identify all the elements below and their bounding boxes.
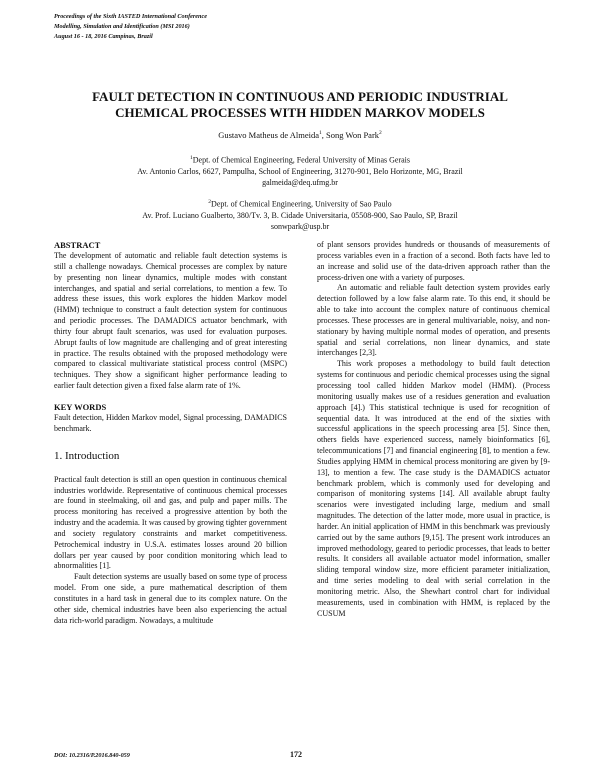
affiliation-2-dept: $^2$Dept. of Chemical Engineering, University of Sao Paulo xyxy=(208,199,392,209)
affiliation-1-dept: $^1$Dept. of Chemical Engineering, Federal University of Minas Gerais xyxy=(189,155,411,165)
affiliation-2-address: Av. Prof. Luciano Gualberto, 380/Tv. 3, B. Cidade Universitaria, 05508-900, Sao Paulo, SP, Brazil xyxy=(142,210,458,220)
affiliation-2 xyxy=(40,197,560,232)
author-1: Gustavo Matheus de Almeida xyxy=(218,130,320,140)
keywords-text: Fault detection, Hidden Markov model, Signal processing, DAMADICS benchmark. xyxy=(54,412,287,433)
affiliation-1-mark: 1 xyxy=(189,155,193,161)
affiliation-1 xyxy=(40,153,560,188)
abstract-text: The development of automatic and reliable fault detection systems is still a challenge nowadays. Chemical processes are complex by nature by presenting non linear dynamics, multiple modes with constant interchanges, and spatial and serial correlations, to mention a few. To address these issues, this work explores the hidden Markov model (HMM) technique to construct a fault detection system for continuous and periodic processes. The DAMADICS actuator benchmark, with thirty four abrupt fault scenarios, was used for evaluation purposes. Abrupt faults of low magnitude are challenging and of great interesting in practice. The results obtained with the proposed methodology were compared to classical multivariate statistical process control (MSPC) techniques. They show a significant higher performance leading to earlier fault detection given a fixed false alarm rate of 1%. xyxy=(54,251,287,391)
right-paragraph-1: An automatic and reliable fault detection system provides early detection followed by a low false alarm rate. To this end, it should be able to take into account the complex nature of continuous chemical processes. These processes are in general multivariable, noisy, and non-stationary by having multiple normal modes of operation, and presents spatial and serial correlations, non linear dynamics, and state interchanges [2,3]. xyxy=(317,283,550,358)
affiliation-1-address: Av. Antonio Carlos, 6627, Pampulha, School of Engineering, 31270-901, Belo Horizonte, MG, Brazil xyxy=(137,166,463,176)
intro-paragraph-2: Fault detection systems are usually based on some type of process model. From one side, a pure mathematical description of them constitutes in a hard task in general due to its complex nature. On the other side, chemical industries have been also experiencing the actual data rich-world paradigm. Nowadays, a multitude xyxy=(54,572,287,625)
title-line-2: CHEMICAL PROCESSES WITH HIDDEN MARKOV MODELS xyxy=(115,105,485,120)
page-number: 172 xyxy=(290,750,302,759)
conference-subtitle: Modelling, Simulation and Identification (MSI 2016) xyxy=(54,23,190,30)
author-2: Song Won Park xyxy=(326,130,380,140)
conference-header xyxy=(54,12,207,42)
author-1-affiliation-mark: 1 xyxy=(319,130,322,137)
keywords-heading: KEY WORDS xyxy=(54,401,107,412)
conference-name: Proceedings of the Sixth IASTED International Conference xyxy=(54,13,207,20)
affiliation-1-email: galmeida@deq.ufmg.br xyxy=(262,177,338,187)
affiliation-2-mark: 2 xyxy=(208,199,212,205)
doi-footer: DOI: 10.2316/P.2016.840-059 xyxy=(54,752,130,759)
paper-title xyxy=(40,89,560,121)
author-separator: , xyxy=(321,130,327,140)
intro-heading: 1. Introduction xyxy=(54,449,120,462)
abstract-heading: ABSTRACT xyxy=(54,240,101,250)
author-list xyxy=(40,130,560,140)
affiliation-2-email: sonwpark@usp.br xyxy=(270,221,330,231)
intro-paragraph-1: Practical fault detection is still an open question in continuous chemical industries worldwide. Representative of continuous chemical processes are found in steelmaking, oil and gas, and pulp and paper mills. The process monitoring has received a progressive attention by both the industry and the academia. It was caused by growing tighter government and society regulatory constraints and market competitiveness. Petrochemical industry in U.S.A. estimates losses around 20 billion dollars per year caused by poor condition monitoring which lead to abnormalities [1]. xyxy=(54,474,287,571)
conference-dates: August 16 - 18, 2016 Campinas, Brazil xyxy=(54,33,153,40)
right-paragraph-0: of plant sensors provides hundreds or thousands of measurements of process variables even in a fraction of a second. Both facts have led to an increase and solid use of the data-driven approach rather than the process-driven one with a variety of purposes. xyxy=(317,240,550,282)
right-column xyxy=(317,240,550,620)
left-column xyxy=(54,240,287,626)
author-2-affiliation-mark: 2 xyxy=(379,130,382,137)
title-line-1: FAULT DETECTION IN CONTINUOUS AND PERIODIC INDUSTRIAL xyxy=(92,89,508,104)
right-paragraph-2: This work proposes a methodology to build fault detection systems for continuous and periodic chemical processes using the signal processing tool called hidden Markov model (HMM). (Process monitoring usually makes use of a residues generation and evaluation approach [4].) This statistical technique is used for recognition of sequential data. It was introduced at the end of the sixties with successful applications in the speech processing area [5]. Since then, others fields have experienced success, namely bioinformatics [6], telecommunications [7] and financial engineering [8], to mention a few. Studies applying HMM in chemical process monitoring are given by [9-13], to mention a few. The case study is the DAMADICS actuator benchmark problem, which is commonly used for developing and comparison of monitoring systems [14]. All available abrupt faulty scenarios were investigated including large, medium and small magnitudes. The detection of the latter mode, more usual in practice, is harder. An initial application of HMM in this benchmark was previously carried out by the same authors [9,15]. The present work introduces an improved methodology, geared to periodic processes, that leads to better results. It considers all available actuator model information, smaller sliding temporal window size, more efficient parameter initialization, and time series modeling to deal with serial correlation in the monitoring metric. Also, the Shewhart control chart for individual measurements, used in combination with HMM, is replaced by the CUSUM xyxy=(317,359,550,618)
